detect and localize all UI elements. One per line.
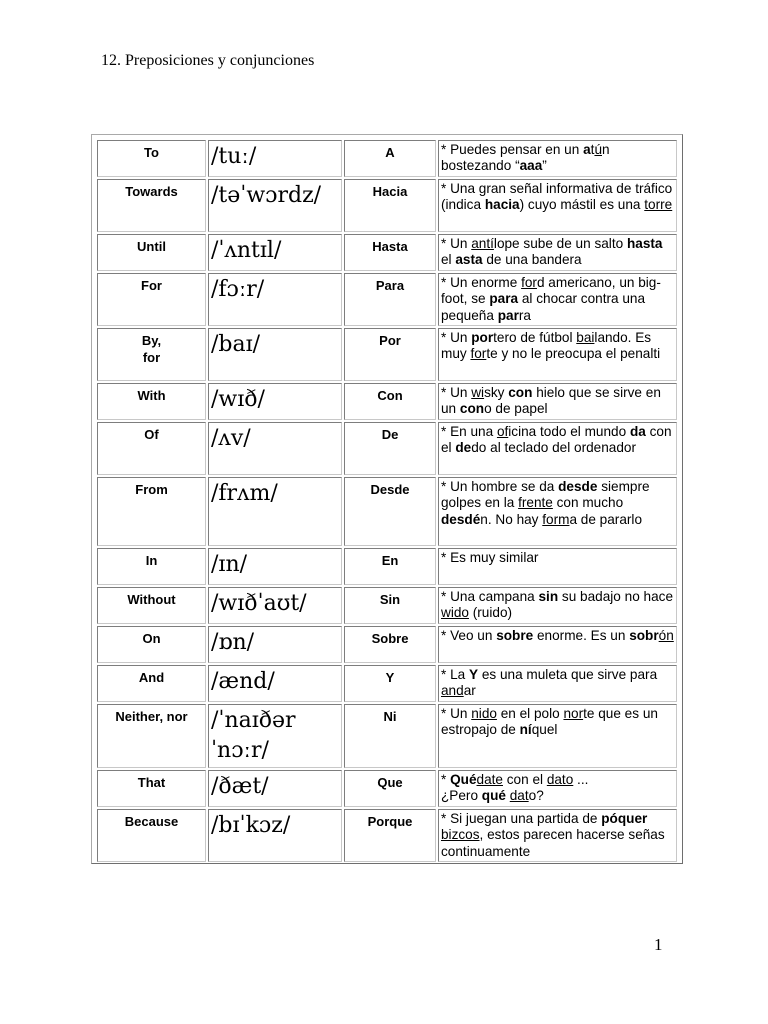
bold-text: hacia bbox=[484, 197, 520, 213]
note-text: lando. Es muy bbox=[441, 330, 652, 362]
english-word: And bbox=[97, 665, 206, 702]
note-text: te y no le preocupa el penalti bbox=[486, 346, 661, 362]
underlined-text: ú bbox=[594, 142, 602, 157]
page-title: 12. Preposiciones y conjunciones bbox=[101, 52, 315, 69]
pronunciation: /bɪˈkɔz/ bbox=[208, 809, 342, 862]
bold-text: para bbox=[489, 291, 519, 307]
vocabulary-rows bbox=[97, 140, 677, 862]
vocabulary-table bbox=[95, 138, 679, 864]
mnemonic-note bbox=[438, 140, 677, 177]
mnemonic-note bbox=[438, 179, 677, 232]
underlined-text: bai bbox=[576, 330, 595, 345]
bold-text: sobr bbox=[629, 628, 659, 643]
mnemonic-note bbox=[438, 809, 677, 862]
spanish-word: Y bbox=[344, 665, 436, 702]
note-text: , estos parecen hacerse señas continuamente bbox=[441, 827, 665, 859]
underlined-text: torre bbox=[644, 197, 673, 213]
pronunciation: /baɪ/ bbox=[208, 328, 342, 381]
bold-text: par bbox=[497, 307, 519, 323]
pronunciation: /ɪn/ bbox=[208, 548, 342, 585]
note-text: * Veo un bbox=[441, 628, 497, 643]
note-text: con el bbox=[441, 424, 672, 456]
note-text: ... ¿Pero bbox=[441, 772, 589, 804]
spanish-word: De bbox=[344, 422, 436, 475]
table-row bbox=[97, 770, 677, 807]
page-number: 1 bbox=[654, 935, 663, 954]
spanish-word: Con bbox=[344, 383, 436, 420]
underlined-text: bizcos bbox=[441, 827, 480, 843]
note-text: * Una campana bbox=[441, 589, 539, 604]
table-row bbox=[97, 704, 677, 768]
mnemonic-note bbox=[438, 770, 677, 807]
spanish-word: En bbox=[344, 548, 436, 585]
english-word: Of bbox=[97, 422, 206, 475]
table-row bbox=[97, 809, 677, 862]
underlined-text: dato bbox=[546, 772, 574, 787]
english-word: Without bbox=[97, 587, 206, 624]
table-row bbox=[97, 273, 677, 326]
pronunciation: /ˈʌntɪl/ bbox=[208, 234, 342, 271]
underlined-text: wi bbox=[471, 385, 485, 400]
note-text: t bbox=[590, 142, 595, 157]
table-row bbox=[97, 422, 677, 475]
note-text: con mucho bbox=[552, 495, 624, 511]
english-word: Towards bbox=[97, 179, 206, 232]
english-word: Until bbox=[97, 234, 206, 271]
english-word: By, for bbox=[97, 328, 206, 381]
bold-text: con bbox=[459, 401, 485, 417]
note-text: ” bbox=[542, 158, 547, 174]
pronunciation: /wɪðˈaʊt/ bbox=[208, 587, 342, 624]
note-text: de una bandera bbox=[482, 252, 582, 268]
note-text: hielo que se sirve en un bbox=[441, 385, 661, 417]
table-row bbox=[97, 665, 677, 702]
note-text: siempre golpes en la bbox=[441, 479, 650, 511]
note-text: * Un hombre se da bbox=[441, 479, 559, 494]
table-row bbox=[97, 179, 677, 232]
note-text: * La bbox=[441, 667, 469, 682]
note-text: * Es muy similar bbox=[441, 550, 539, 565]
mnemonic-note bbox=[438, 704, 677, 768]
pronunciation: /ʌv/ bbox=[208, 422, 342, 475]
pronunciation: /təˈwɔrdz/ bbox=[208, 179, 342, 232]
note-text: al chocar contra una pequeña bbox=[441, 291, 646, 323]
spanish-word: Desde bbox=[344, 477, 436, 546]
spanish-word: Hasta bbox=[344, 234, 436, 271]
table-row bbox=[97, 328, 677, 381]
note-text: * Un bbox=[441, 706, 472, 721]
mnemonic-note bbox=[438, 422, 677, 475]
bold-text: de bbox=[455, 440, 472, 456]
note-text: ra bbox=[518, 307, 531, 323]
note-text: o de papel bbox=[484, 401, 548, 417]
bold-text: ní bbox=[519, 722, 532, 738]
note-text: * Un bbox=[441, 385, 472, 400]
table-row bbox=[97, 587, 677, 624]
underlined-text: ón bbox=[658, 628, 674, 643]
note-text: ar bbox=[463, 683, 476, 699]
note-text: te que es un estropajo de bbox=[441, 706, 658, 738]
bold-text: desdé bbox=[441, 511, 481, 527]
bold-text: da bbox=[629, 424, 646, 439]
spanish-word: Sin bbox=[344, 587, 436, 624]
pronunciation: /fɔːr/ bbox=[208, 273, 342, 326]
bold-text: Y bbox=[468, 667, 479, 682]
pronunciation: /ɒn/ bbox=[208, 626, 342, 663]
underlined-text: for bbox=[521, 275, 537, 290]
note-text: lope sube de un salto bbox=[493, 236, 627, 251]
underlined-text: and bbox=[441, 683, 464, 699]
bold-text: Qué bbox=[450, 772, 477, 787]
english-word: In bbox=[97, 548, 206, 585]
english-word: That bbox=[97, 770, 206, 807]
vocabulary-table-frame bbox=[91, 134, 683, 864]
note-text: con el bbox=[502, 772, 547, 787]
bold-text: sin bbox=[538, 589, 559, 604]
table-row bbox=[97, 626, 677, 663]
bold-text: desde bbox=[558, 479, 598, 494]
bold-text: qué bbox=[481, 788, 506, 804]
spanish-word: Por bbox=[344, 328, 436, 381]
note-text: * En una bbox=[441, 424, 497, 439]
table-row bbox=[97, 477, 677, 546]
english-word: From bbox=[97, 477, 206, 546]
bold-text: hasta bbox=[626, 236, 663, 251]
pronunciation: /frʌm/ bbox=[208, 477, 342, 546]
underlined-text: antí bbox=[471, 236, 494, 251]
bold-text: con bbox=[508, 385, 533, 400]
note-text: o? bbox=[528, 788, 544, 804]
pronunciation: /ænd/ bbox=[208, 665, 342, 702]
note-text: * Una gran señal informativa de tráfico (indica bbox=[441, 181, 673, 213]
english-word: With bbox=[97, 383, 206, 420]
underlined-text: dat bbox=[509, 788, 529, 804]
table-row bbox=[97, 548, 677, 585]
english-word: On bbox=[97, 626, 206, 663]
note-text: es una muleta que sirve para bbox=[478, 667, 658, 682]
spanish-word: Para bbox=[344, 273, 436, 326]
note-text: n bostezando “ bbox=[441, 142, 610, 174]
bold-text: póquer bbox=[601, 811, 648, 826]
mnemonic-note bbox=[438, 328, 677, 381]
pronunciation: /ðæt/ bbox=[208, 770, 342, 807]
spanish-word: Que bbox=[344, 770, 436, 807]
table-row bbox=[97, 140, 677, 177]
note-text: * Un enorme bbox=[441, 275, 522, 290]
mnemonic-note bbox=[438, 273, 677, 326]
note-text: * bbox=[441, 772, 451, 787]
mnemonic-note bbox=[438, 477, 677, 546]
pronunciation: /wɪð/ bbox=[208, 383, 342, 420]
spanish-word: A bbox=[344, 140, 436, 177]
bold-text: aaa bbox=[519, 158, 543, 174]
mnemonic-note bbox=[438, 548, 677, 585]
mnemonic-note bbox=[438, 626, 677, 663]
underlined-text: frente bbox=[518, 495, 553, 511]
pronunciation: /tuː/ bbox=[208, 140, 342, 177]
mnemonic-note bbox=[438, 665, 677, 702]
underlined-text: wido bbox=[441, 605, 469, 621]
spanish-word: Ni bbox=[344, 704, 436, 768]
table-row bbox=[97, 234, 677, 271]
note-text: sky bbox=[484, 385, 509, 400]
note-text: * Puedes pensar en un bbox=[441, 142, 584, 157]
mnemonic-note bbox=[438, 383, 677, 420]
underlined-text: form bbox=[542, 511, 570, 527]
note-text: enorme. Es un bbox=[533, 628, 630, 643]
spanish-word: Sobre bbox=[344, 626, 436, 663]
underlined-text: nor bbox=[563, 706, 584, 721]
note-text: * Un bbox=[441, 236, 472, 251]
note-text: * Un bbox=[441, 330, 472, 345]
spanish-word: Porque bbox=[344, 809, 436, 862]
underlined-text: for bbox=[470, 346, 487, 362]
english-word: For bbox=[97, 273, 206, 326]
note-text: tero de fútbol bbox=[493, 330, 577, 345]
note-text: ) cuyo mástil es una bbox=[519, 197, 645, 213]
pronunciation: /ˈnaɪðər ˈnɔːr/ bbox=[208, 704, 342, 768]
note-text: en el polo bbox=[496, 706, 564, 721]
underlined-text: of bbox=[496, 424, 509, 439]
note-text: n. No hay bbox=[480, 511, 543, 527]
note-text: do al teclado del ordenador bbox=[471, 440, 636, 456]
mnemonic-note bbox=[438, 587, 677, 624]
underlined-text: date bbox=[476, 772, 503, 787]
note-text: su badajo no hace bbox=[558, 589, 674, 604]
mnemonic-note bbox=[438, 234, 677, 271]
english-word: Because bbox=[97, 809, 206, 862]
note-text: d americano, un big-foot, se bbox=[441, 275, 661, 307]
bold-text: sobre bbox=[496, 628, 534, 643]
english-word: To bbox=[97, 140, 206, 177]
bold-text: asta bbox=[455, 252, 483, 268]
note-text: quel bbox=[531, 722, 558, 738]
note-text: icina todo el mundo bbox=[508, 424, 630, 439]
english-word: Neither, nor bbox=[97, 704, 206, 768]
note-text: el bbox=[441, 252, 456, 268]
underlined-text: nido bbox=[471, 706, 497, 721]
note-text: a de pararlo bbox=[569, 511, 643, 527]
note-text: * Si juegan una partida de bbox=[441, 811, 602, 826]
spanish-word: Hacia bbox=[344, 179, 436, 232]
note-text: (ruido) bbox=[468, 605, 513, 621]
bold-text: a bbox=[583, 142, 591, 157]
bold-text: por bbox=[471, 330, 494, 345]
table-row bbox=[97, 383, 677, 420]
